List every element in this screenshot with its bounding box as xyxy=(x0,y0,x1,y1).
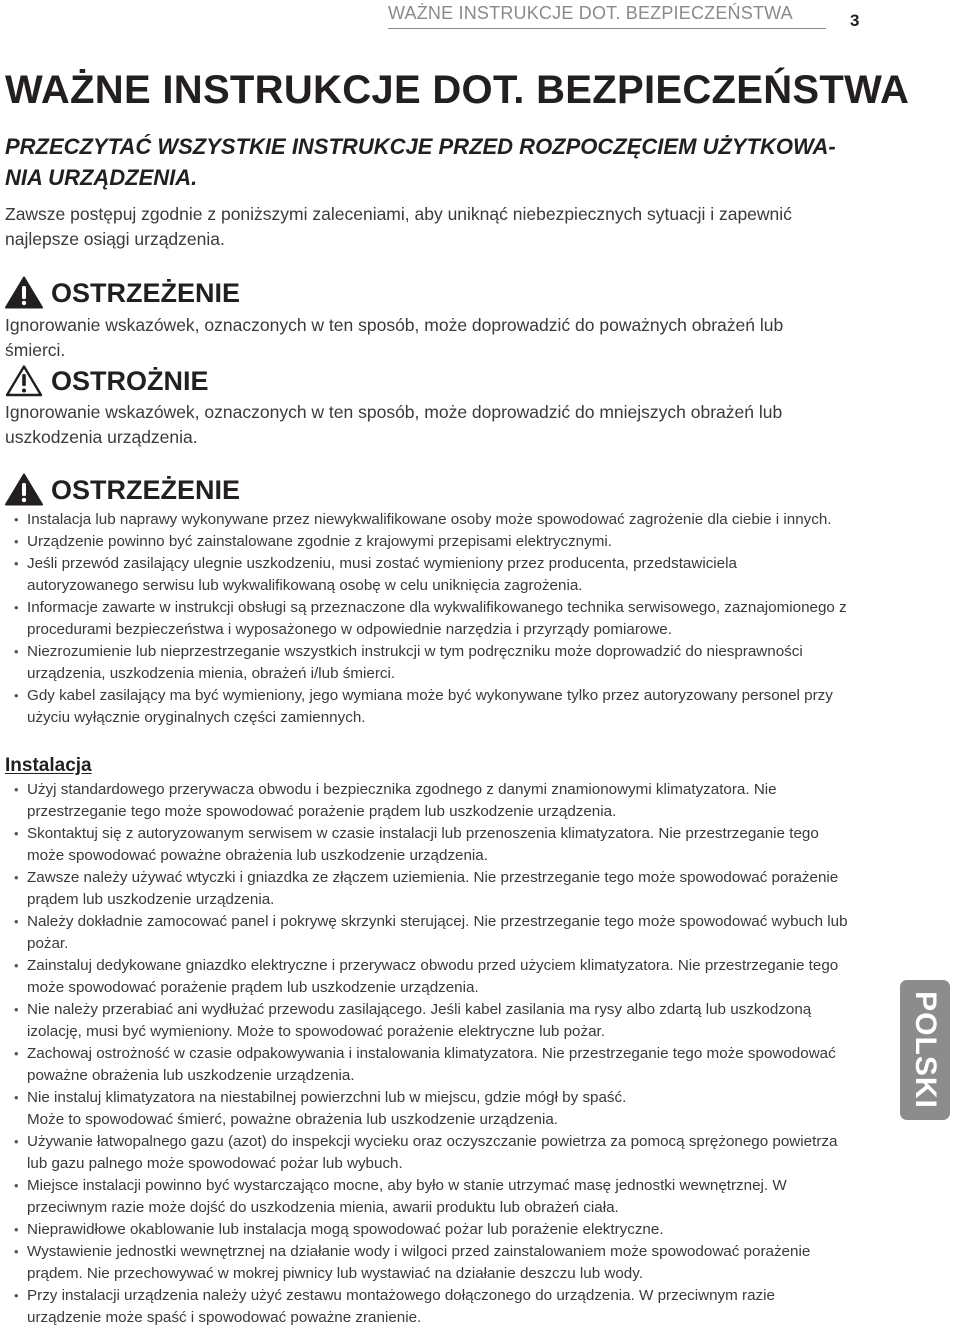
language-tab-label: POLSKI xyxy=(909,991,942,1109)
warning-legend-heading xyxy=(5,276,240,309)
list-item: • Użyj standardowego przerywacza obwodu i bezpiecznika zgodnego z danymi znamionowymi klimatyzatora. Nie przestrzeganie tego może spowodować porażenie prądem lub uszkodzenie urządzenia. xyxy=(5,779,850,823)
list-item: • Wystawienie jednostki wewnętrznej na działanie wody i wilgoci przed zainstalowaniem może spowodować porażenie prądem. Nie przechowywać w mokrej piwnicy lub wystawiać na działanie deszczu lub wody. xyxy=(5,1241,850,1285)
warning-section-label: OSTRZEŻENIE xyxy=(51,474,241,505)
list-item: • Instalacja lub naprawy wykonywane przez niewykwalifikowane osoby może spowodować zagrożenie dla ciebie i innych. xyxy=(5,509,850,531)
warning-filled-triangle-icon xyxy=(5,473,43,506)
warning-legend-text: Ignorowanie wskazówek, oznaczonych w ten sposób, może doprowadzić do poważnych obrażeń lub śmierci. xyxy=(5,315,784,360)
list-item: • Gdy kabel zasilający ma być wymieniony, jego wymiana może być wykonywane tylko przez autoryzowany personel przy użyciu wyłącznie oryginalnych części zamiennych. xyxy=(5,685,850,729)
warning-filled-triangle-icon xyxy=(5,276,43,309)
warning-legend-label: OSTRZEŻENIE xyxy=(51,277,241,308)
caution-outline-triangle-icon xyxy=(5,364,43,397)
list-item: • Niezrozumienie lub nieprzestrzeganie wszystkich instrukcji w tym podręczniku może doprowadzić do niesprawności urządzenia, uszkodzenia mienia, obrażeń i/lub śmierci. xyxy=(5,641,850,685)
page-title: WAŻNE INSTRUKCJE DOT. BEZPIECZEŃSTWA xyxy=(5,68,910,112)
language-tab xyxy=(900,980,950,1120)
list-item: • Jeśli przewód zasilający ulegnie uszkodzeniu, musi zostać wymieniony przez producenta, przedstawiciela autoryzowanego serwisu lub wykwalifikowaną osobę w celu uniknięcia zagrożenia. xyxy=(5,553,850,597)
list-item: • Używanie łatwopalnego gazu (azot) do inspekcji wycieku oraz oczyszczanie powietrza za pomocą sprężonego powietrza lub gazu palnego może spowodować pożar lub wybuch. xyxy=(5,1131,850,1175)
intro-paragraph: Zawsze postępuj zgodnie z poniższymi zaleceniami, aby uniknąć niebezpiecznych sytuacji i zapewnić najlepsze osiągi urządzenia. xyxy=(5,204,792,249)
caution-legend-label: OSTROŻNIE xyxy=(51,365,209,396)
list-item: • Nie należy przerabiać ani wydłużać przewodu zasilającego. Jeśli kabel zasilania ma rysy albo zdartą lub uszkodzoną izolację, musi być wymieniony. Może to spowodować porażenie elektryczne lub pożar. xyxy=(5,999,850,1043)
list-item: • Przy instalacji urządzenia należy użyć zestawu montażowego dołączonego do urządzenia. W przeciwnym razie urządzenie może spaść i spowodować poważne zranienie. xyxy=(5,1285,850,1329)
list-item: • Zachowaj ostrożność w czasie odpakowywania i instalowania klimatyzatora. Nie przestrzeganie tego może spowodować poważne obrażenia lub uszkodzenie urządzenia. xyxy=(5,1043,850,1087)
running-header-title: WAŻNE INSTRUKCJE DOT. BEZPIECZEŃSTWA xyxy=(388,3,826,29)
caution-legend-heading xyxy=(5,364,209,397)
list-item: • Zainstaluj dedykowane gniazdko elektryczne i przerywacz obwodu przed użyciem klimatyzatora. Nie przestrzeganie tego może spowodować porażenie prądem lub uszkodzenie urządzenia. xyxy=(5,955,850,999)
warning-section-heading xyxy=(5,473,240,506)
list-item: • Urządzenie powinno być zainstalowane zgodnie z krajowymi przepisami elektrycznymi. xyxy=(5,531,850,553)
caution-legend-text: Ignorowanie wskazówek, oznaczonych w ten sposób, może doprowadzić do mniejszych obrażeń lub uszkodzenia urządzenia. xyxy=(5,402,783,447)
list-item: • Nie instaluj klimatyzatora na niestabilnej powierzchni lub w miejscu, gdzie mógł by spaść. Może to spowodować śmierć, poważne obrażenia lub uszkodzenie urządzenia. xyxy=(5,1087,850,1131)
warning-list xyxy=(5,509,850,729)
page-number: 3 xyxy=(850,11,860,30)
section-heading-installation: Instalacja xyxy=(5,755,92,776)
list-item: • Skontaktuj się z autoryzowanym serwisem w czasie instalacji lub przenoszenia klimatyzatora. Nie przestrzeganie tego może spowodować poważne obrażenia lub uszkodzenie urządzenia. xyxy=(5,823,850,867)
list-item: • Nieprawidłowe okablowanie lub instalacja mogą spowodować pożar lub porażenie elektryczne. xyxy=(5,1219,850,1241)
page-subtitle: PRZECZYTAĆ WSZYSTKIE INSTRUKCJE PRZED ROZPOCZĘCIEM UŻYTKOWA-NIA URZĄDZENIA. xyxy=(5,134,836,190)
list-item: • Należy dokładnie zamocować panel i pokrywę skrzynki sterującej. Nie przestrzeganie tego może spowodować wybuch lub pożar. xyxy=(5,911,850,955)
list-item: • Zawsze należy używać wtyczki i gniazdka ze złączem uziemienia. Nie przestrzeganie tego może spowodować porażenie prądem lub uszkodzenie urządzenia. xyxy=(5,867,850,911)
installation-list xyxy=(5,779,850,1329)
list-item: • Informacje zawarte w instrukcji obsługi są przeznaczone dla wykwalifikowanego technika serwisowego, zaznajomionego z procedurami bezpieczeństwa i wyposażonego w odpowiednie narzędzia i przyrządy pomiarowe. xyxy=(5,597,850,641)
list-item: • Miejsce instalacji powinno być wystarczająco mocne, aby było w stanie utrzymać masę jednostki wewnętrznej. W przeciwnym razie może dojść do uszkodzenia mienia, awarii produktu lub obrażeń ciała. xyxy=(5,1175,850,1219)
